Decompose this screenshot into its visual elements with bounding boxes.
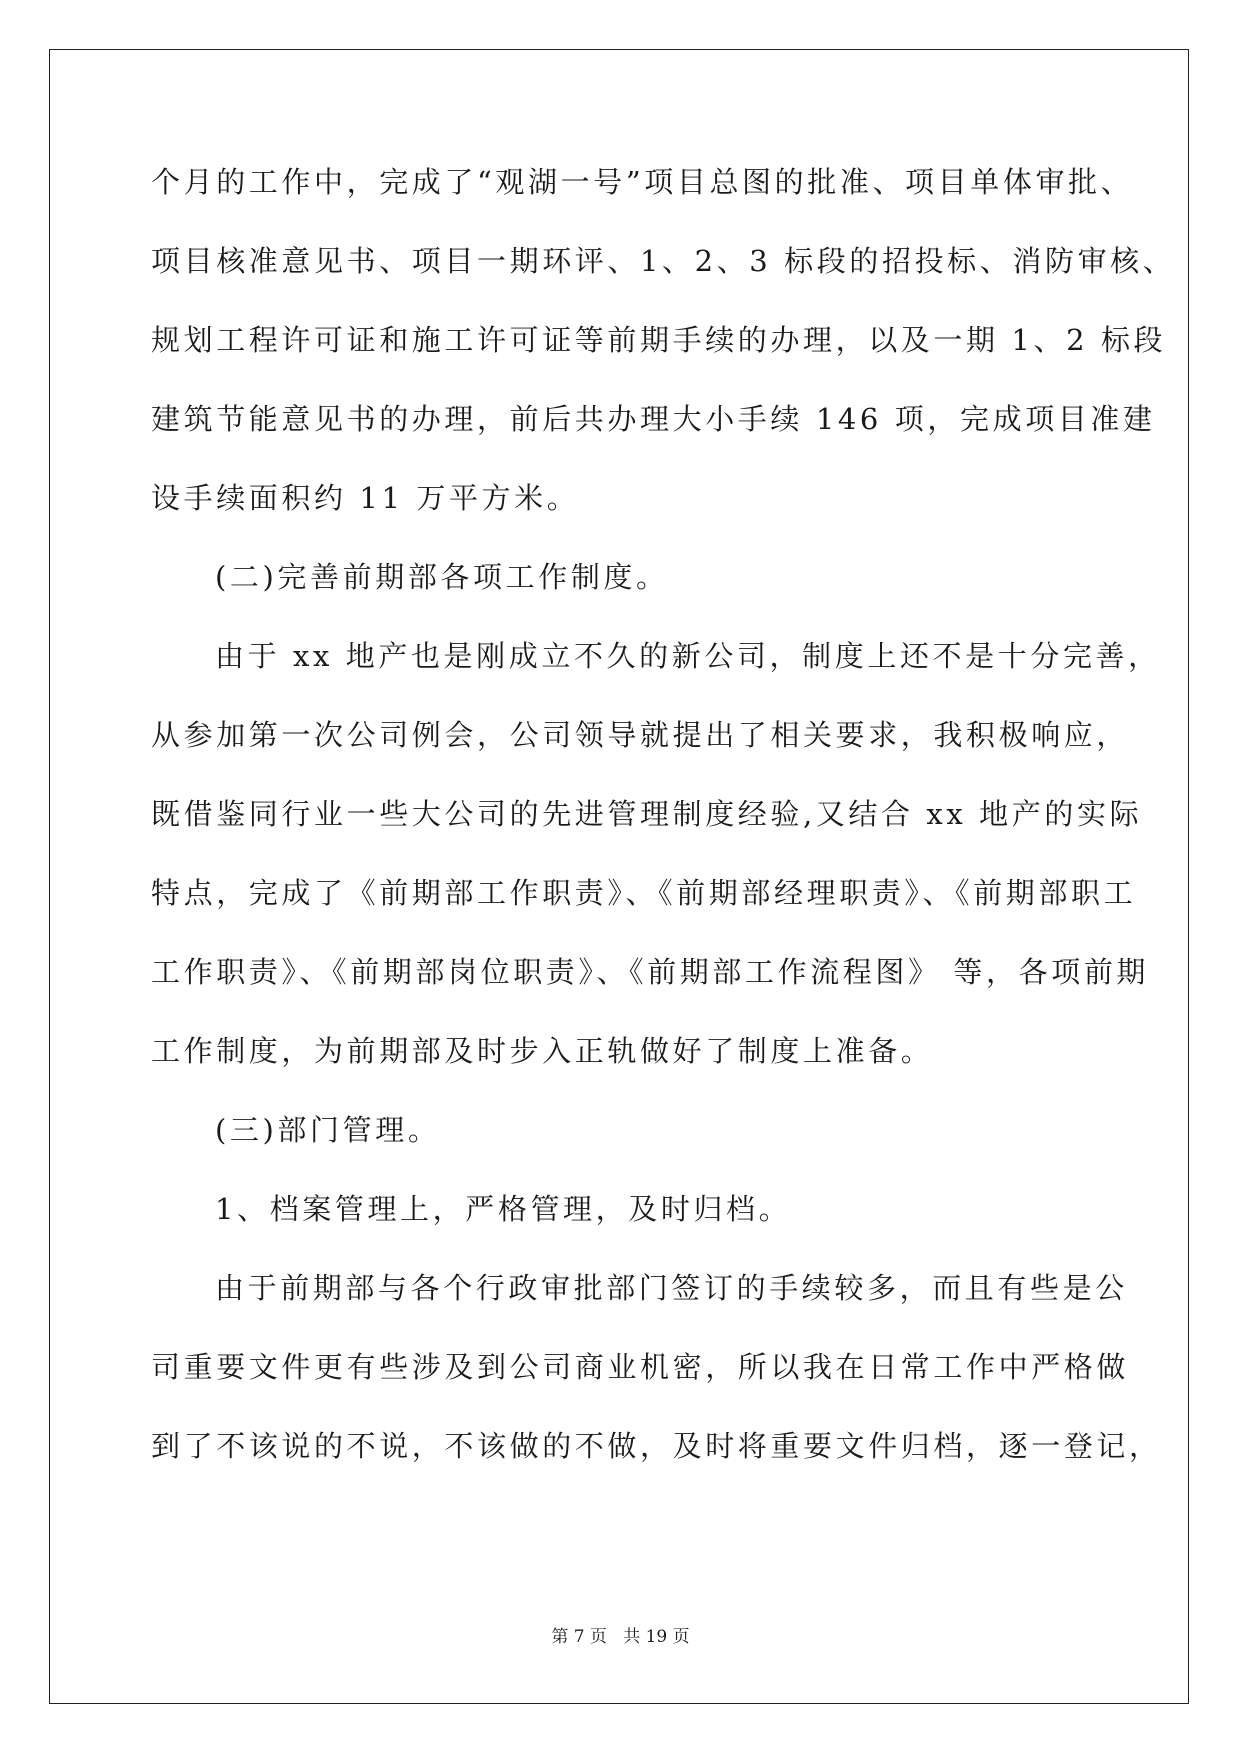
- subsection-heading: 1、档案管理上，严格管理，及时归档。: [215, 1192, 792, 1226]
- page-number-footer: 第 7 页 共 19 页: [551, 1627, 690, 1647]
- section-heading: (三)部门管理。: [215, 1113, 441, 1147]
- text-line: 由于前期部与各个行政审批部门签订的手续较多，而且有些是公: [215, 1271, 1128, 1305]
- text-line: 工作制度，为前期部及时步入正轨做好了制度上准备。: [151, 1034, 934, 1068]
- text-line: 由于 xx 地产也是刚成立不久的新公司，制度上还不是十分完善，: [215, 639, 1161, 673]
- text-line: 设手续面积约 11 万平方米。: [151, 481, 580, 515]
- text-line: 特点，完成了《前期部工作职责》、《前期部经理职责》、《前期部职工: [151, 876, 1137, 910]
- text-line: 个月的工作中，完成了“观湖一号”项目总图的批准、项目单体审批、: [151, 165, 1134, 199]
- text-line: 司重要文件更有些涉及到公司商业机密，所以我在日常工作中严格做: [151, 1350, 1130, 1384]
- text-line: 建筑节能意见书的办理，前后共办理大小手续 146 项，完成项目准建: [151, 402, 1156, 436]
- text-line: 规划工程许可证和施工许可证等前期手续的办理，以及一期 1、2 标段: [151, 323, 1167, 357]
- text-line: 工作职责》、《前期部岗位职责》、《前期部工作流程图》 等，各项前期: [151, 955, 1150, 989]
- text-line: 到了不该说的不说，不该做的不做，及时将重要文件归档，逐一登记，: [151, 1429, 1162, 1463]
- text-line: 项目核准意见书、项目一期环评、1、2、3 标段的招投标、消防审核、: [151, 244, 1176, 278]
- text-line: 既借鉴同行业一些大公司的先进管理制度经验,又结合 xx 地产的实际: [151, 797, 1143, 831]
- text-line: 从参加第一次公司例会，公司领导就提出了相关要求，我积极响应，: [151, 718, 1130, 752]
- document-body: [151, 162, 1176, 1505]
- section-heading: (二)完善前期部各项工作制度。: [215, 560, 669, 594]
